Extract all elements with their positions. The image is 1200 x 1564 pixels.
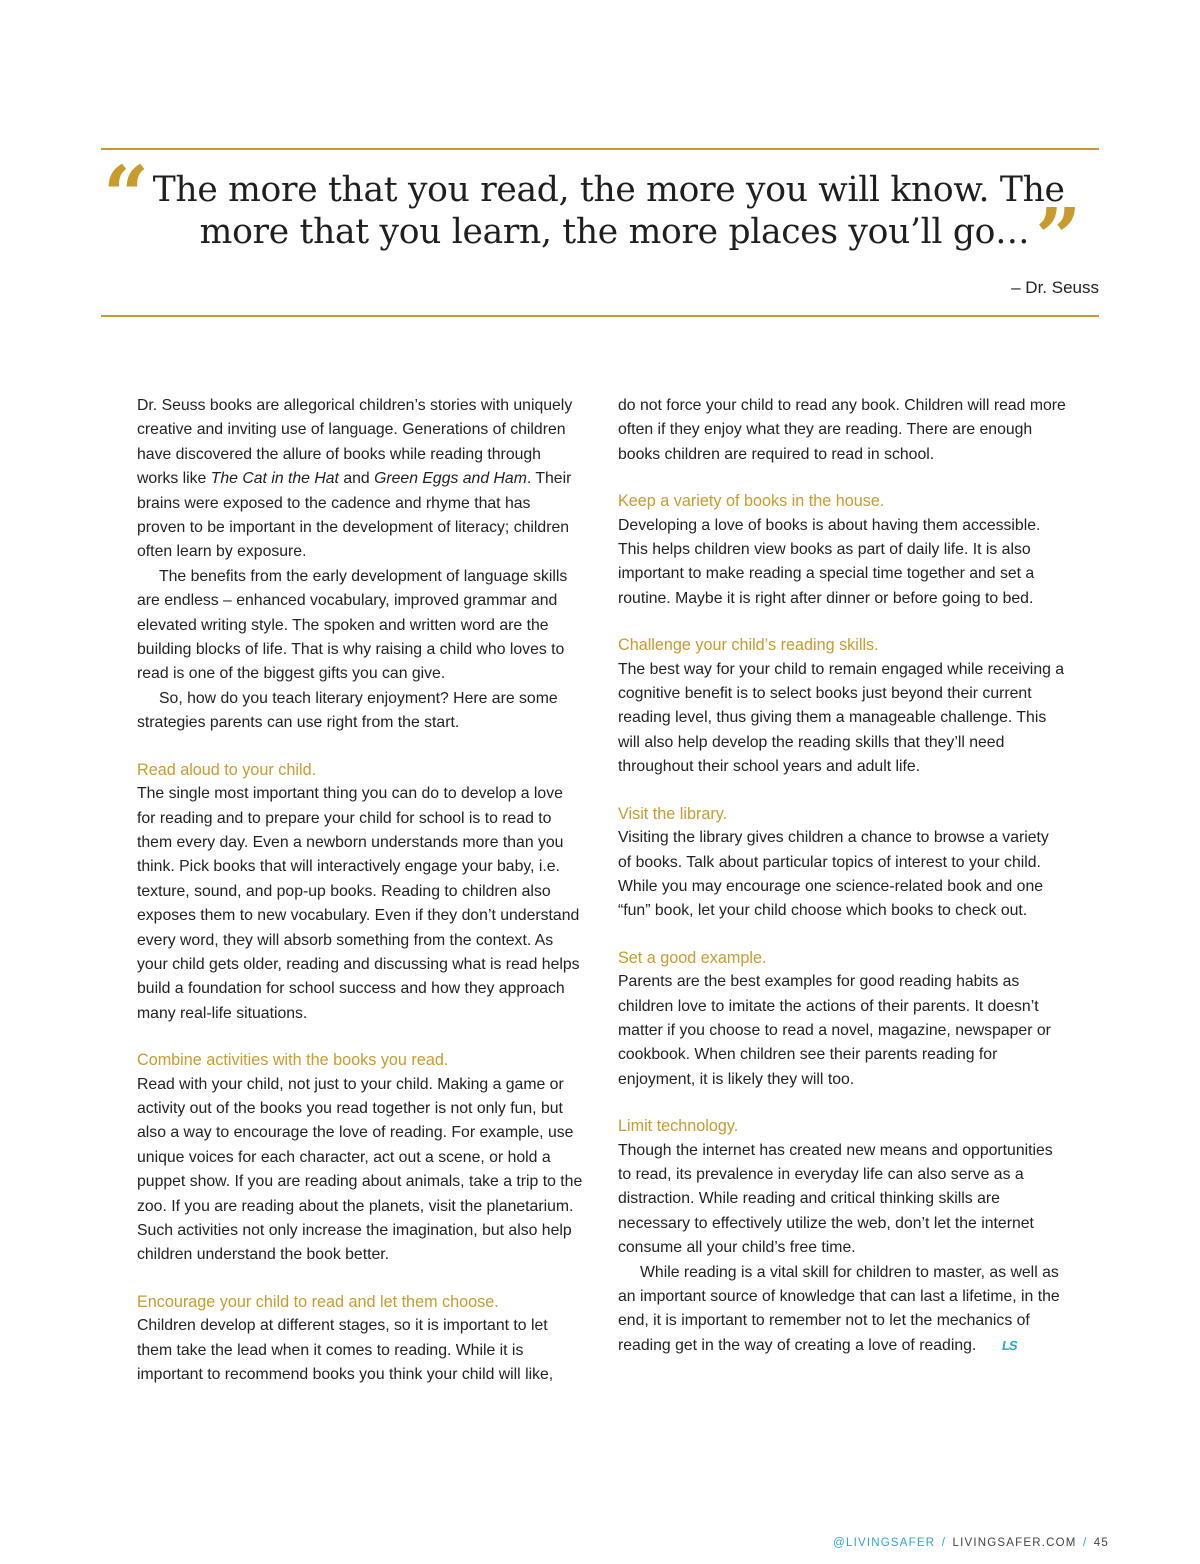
section-body: Developing a love of books is about having them accessible. This helps children view books as part of daily life. It is also important to make reading a special time together and set a routine. Maybe it is right after dinner or before going to bed. xyxy=(618,516,1041,607)
section-heading: Challenge your child’s reading skills. xyxy=(618,636,879,655)
pull-quote-line-2 xyxy=(199,190,1081,284)
bottom-rule xyxy=(101,315,1099,317)
pull-quote-text-1: The more that you read, the more you will know. The xyxy=(152,170,1065,210)
section-heading: Limit technology. xyxy=(618,1117,739,1136)
section-heading: Set a good example. xyxy=(618,948,767,967)
footer-separator: / xyxy=(1082,1537,1088,1549)
intro-paragraph-2: The benefits from the early development of language skills are endless – enhanced vocabulary, improved grammar and elevated writing style. The spoken and written word are the building blocks of life. That is why raising a child who loves to read is one of the biggest gifts you can give. xyxy=(137,567,568,683)
intro-text: . Their brains were exposed to the cadence and rhyme that has proven to be important in the development of literacy; children often learn by exposure. xyxy=(137,470,572,561)
section-body: Though the internet has created new means and opportunities to read, its prevalence in everyday life can also serve as a distraction. While reading and critical thinking skills are necessary to effectively utilize the web, don’t let the internet consume all your child’s free time. xyxy=(618,1141,1053,1257)
section-heading: Keep a variety of books in the house. xyxy=(618,492,885,511)
top-rule xyxy=(101,148,1099,150)
section-heading: Visit the library. xyxy=(618,804,728,823)
pull-quote-text-2: more that you learn, the more places you’ll go… xyxy=(199,212,1030,252)
right-column xyxy=(618,394,1066,1358)
close-quote-mark-icon: ” xyxy=(1035,190,1081,284)
footer-separator: / xyxy=(941,1537,947,1549)
closing-text: While reading is a vital skill for children to master, as well as an important source of knowledge that can last a lifetime, in the end, it is important to remember not to let the mechanics of reading get in the way of creating a love of reading. xyxy=(618,1263,1060,1354)
quote-attribution: – Dr. Seuss xyxy=(1011,278,1099,297)
website-link: LIVINGSAFER.COM xyxy=(952,1537,1077,1549)
page-footer xyxy=(833,1537,1109,1549)
left-column xyxy=(137,394,583,1387)
continuation-paragraph: do not force your child to read any book. Children will read more often if they enjoy what they are reading. There are enough books children are required to read in school. xyxy=(618,397,1066,463)
intro-text: Dr. Seuss books are allegorical children’s stories with uniquely creative and inviting use of language. Generations of children have discovered the allure of books while reading through works like xyxy=(137,397,573,488)
open-quote-mark-icon: “ xyxy=(103,148,149,242)
section-body: Read with your child, not just to your child. Making a game or activity out of the books you read together is not only fun, but also a way to encourage the love of reading. For example, use unique voices for each character, act out a scene, or hold a puppet show. If you are reading about animals, take a trip to the zoo. If you are reading about the planets, visit the planetarium. Such activities not only increase the imagination, but also help children understand the book better. xyxy=(137,1075,583,1264)
closing-paragraph xyxy=(618,1261,1066,1359)
book-title: Green Eggs and Ham xyxy=(374,470,527,488)
section-body: Parents are the best examples for good reading habits as children love to imitate the actions of their parents. It doesn’t matter if you choose to read a novel, magazine, newspaper or cookbook. When children see their parents reading for enjoyment, it is likely they will too. xyxy=(618,973,1051,1088)
section-heading: Combine activities with the books you read. xyxy=(137,1051,449,1070)
section-body: The single most important thing you can do to develop a love for reading and to prepare your child for school is to read to them every day. Even a newborn understands more than you think. Pick books that will interactively engage your baby, i.e. texture, sound, and pop-up books. Reading to children also exposes them to new vocabulary. Even if they don’t understand every word, they will absorb something from the context. As your child gets older, reading and discussing what is read helps build a foundation for school success and how they approach many real-life situations. xyxy=(137,785,580,1022)
section-body: The best way for your child to remain engaged while receiving a cognitive benefit is to select books just beyond their current reading level, thus giving them a manageable challenge. This will also help develop the reading skills that they’ll need throughout their school years and adult life. xyxy=(618,660,1065,776)
intro-paragraph-1 xyxy=(137,394,583,565)
section-heading: Encourage your child to read and let them choose. xyxy=(137,1292,499,1311)
section-body: Children develop at different stages, so it is important to let them take the lead when it comes to reading. While it is important to recommend books you think your child will like, xyxy=(137,1317,554,1384)
intro-text: and xyxy=(338,470,375,488)
section-heading: Read aloud to your child. xyxy=(137,760,317,779)
page-number: 45 xyxy=(1093,1537,1109,1549)
end-mark-icon: LS xyxy=(1001,1337,1019,1353)
intro-paragraph-3: So, how do you teach literary enjoyment? Here are some strategies parents can use right from the start. xyxy=(137,689,558,732)
book-title: The Cat in the Hat xyxy=(210,470,339,488)
section-body: Visiting the library gives children a chance to browse a variety of books. Talk about particular topics of interest to your child. While you may encourage one science-related book and one “fun” book, let your child choose which books to check out. xyxy=(618,829,1049,920)
social-handle: @LIVINGSAFER xyxy=(833,1537,936,1549)
